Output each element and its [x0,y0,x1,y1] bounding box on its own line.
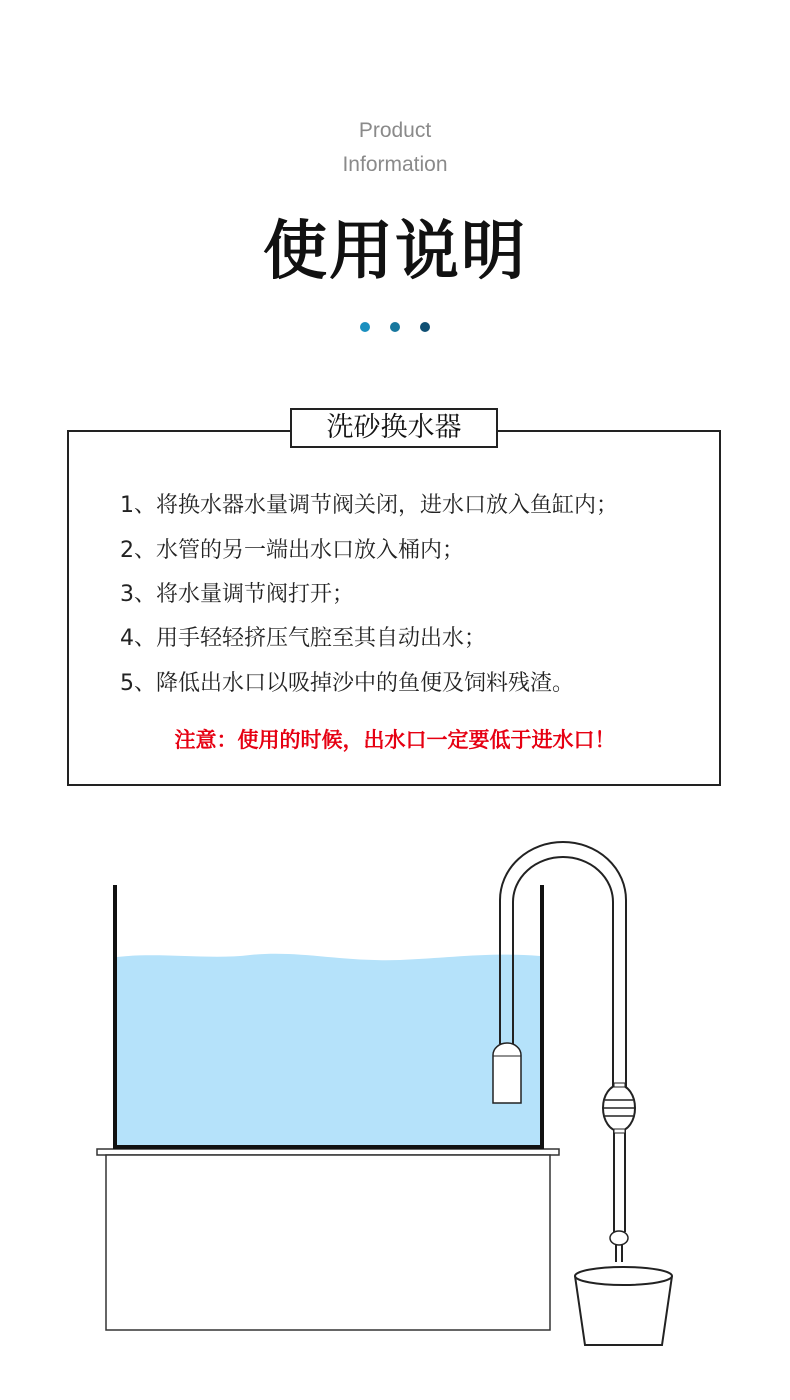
dot-1 [360,322,370,332]
step-1: 1、将换水器水量调节阀关闭，进水口放入鱼缸内； [120,493,618,518]
instructions-title: 洗砂换水器 [290,408,498,448]
squeeze-bulb-icon [603,1083,635,1133]
bucket-icon [575,1267,672,1345]
eyebrow-product: Product [358,119,432,142]
water-icon [117,954,540,1146]
eyebrow-information: Information [342,153,448,176]
step-4: 4、用手轻轻挤压气腔至其自动出水； [120,626,486,651]
intake-tube-icon [493,1043,521,1103]
step-5: 5、降低出水口以吸掉沙中的鱼便及饲料残渣。 [120,671,574,696]
dot-3 [420,322,430,332]
cabinet-icon [97,1149,559,1330]
decorative-dots [0,322,790,336]
siphon-illustration [0,830,790,1390]
dot-2 [390,322,400,332]
valve-icon [610,1231,628,1245]
page-title: 使用说明 [263,215,527,289]
notice-text: 注意：使用的时候，出水口一定要低于进水口！ [174,728,616,752]
step-2: 2、水管的另一端出水口放入桶内； [120,538,464,563]
step-3: 3、将水量调节阀打开； [120,582,354,607]
